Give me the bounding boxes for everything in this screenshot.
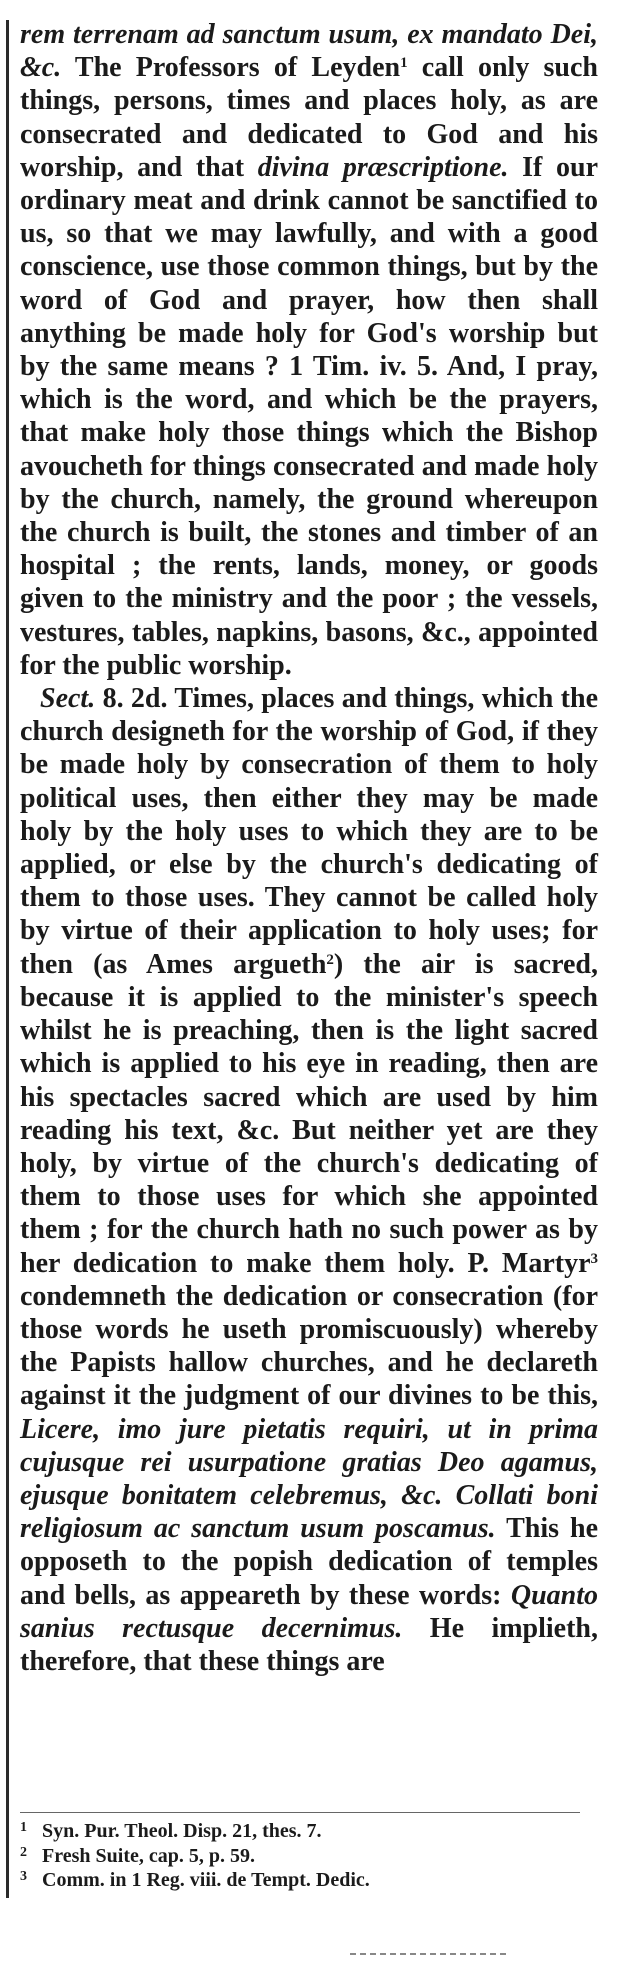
footnote-text-1: Syn. Pur. Theol. Disp. 21, thes. 7. [42,1820,322,1842]
paragraph-2 [20,682,598,1678]
footnotes [20,1812,580,1893]
footnote-text-3: Comm. in 1 Reg. viii. de Tempt. Dedic. [42,1869,370,1891]
paragraph-2-text-e: He implieth, therefore, that these things are [20,1612,599,1677]
latin-quote-licere: Licere, imo jure pietatis requiri, ut in prima cujusque rei usurpatione gratias Deo agamus, ejusque bonitatem celebremus, &c. Collati boni religiosum ac sanctum usum poscamus. [20,1413,598,1545]
footnote-3 [20,1868,580,1893]
footnote-ref-2: 2 [326,951,334,968]
footnote-1 [20,1819,580,1844]
latin-phrase-divina: divina præscriptione. [257,151,509,183]
footnote-mark-2: 2 [20,1844,27,1860]
latin-quote-quanto: Quanto sanius rectusque decernimus. [20,1579,598,1644]
paragraph-1-text-a: The Professors of Leyden [61,52,401,84]
paragraph-2-text-c: condemneth the dedication or consecration (for those words he useth promiscuously) whereby the Papists hallow churches, and he declareth against it the judgment of our divines to be this, [20,1280,598,1412]
footnote-text-2: Fresh Suite, cap. 5, p. 59. [42,1844,255,1867]
footnote-mark-3: 3 [20,1869,27,1884]
margin-rule [6,20,9,1898]
footnote-mark-1: 1 [20,1820,27,1835]
footnote-2 [20,1844,580,1869]
page-bottom-rule [350,1953,510,1955]
paragraph-1 [20,18,598,682]
paragraph-1-text-c: If our ordinary meat and drink cannot be sanctified to us, so that we may lawfully, and with a good conscience, use those common things, but by the word of God and prayer, how then shall anything be made holy for God's worship but by the same means ? 1 Tim. iv. 5. And, I pray, which is the word, and which be the prayers, that make holy those things which the Bishop avoucheth for things consecrated and made holy by the church, namely, the ground whereupon the church is built, the stones and timber of an hospital ; the rents, lands, money, or goods given to the ministry and the poor ; the vessels, vestures, tables, napkins, basons, &c., appointed for the public worship. [20,151,598,681]
paragraph-2-text-d: This he opposeth to the popish dedication of temples and bells, as appeareth by these words: [20,1513,598,1611]
page-body [20,18,598,1678]
section-label: Sect. [40,683,96,715]
footnote-ref-1: 1 [400,55,408,72]
latin-quote-lead: rem terrenam ad sanctum usum, ex mandato Dei, &c. [20,19,598,84]
paragraph-2-text-a: 8. 2d. Times, places and things, which the church designeth for the worship of God, if they be made holy by consecration of them to holy political uses, then either they may be made holy by the holy uses to which they are to be applied, or else by the church's dedicating of them to those uses. They cannot be called holy by virtue of their application to holy uses; for then (as Ames argueth [20,683,598,980]
footnote-ref-3: 3 [590,1250,598,1267]
paragraph-2-text-b: ) the air is sacred, because it is applied to the minister's speech whilst he is preaching, then is the light sacred which is applied to his eye in reading, then are his spectacles sacred which are used by him reading his text, &c. But neither yet are they holy, by virtue of the church's dedicating of them to those uses for which she appointed them ; for the church hath no such power as by her dedication to make them holy. P. Martyr [20,948,598,1279]
paragraph-1-text-b: call only such things, persons, times and places holy, as are consecrated and dedicated to God and his worship, and that [20,52,598,183]
